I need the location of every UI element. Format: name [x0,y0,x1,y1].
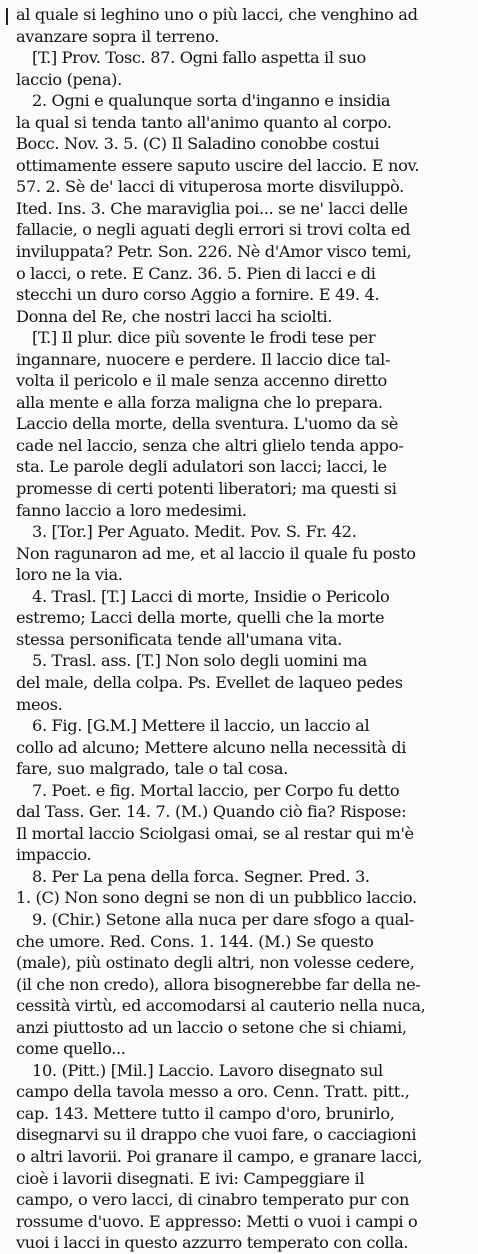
text-line: stessa personificata tende all'umana vita. [16,629,342,649]
text-line: [T.] Il plur. dice più sovente le frodi tese per [32,328,376,348]
text-line: fanno laccio a loro medesimi. [16,500,247,520]
text-line: disegnarvi su il drappo che vuoi fare, o cacciagioni [16,1125,417,1145]
text-line: meos. [16,694,63,714]
dictionary-entry-text [16,4,464,1254]
text-line: estremo; Lacci della morte, quelli che la morte [16,608,385,628]
text-line: 8. Per La pena della forca. Segner. Pred. 3. [32,866,370,886]
text-line: campo, o vero lacci, di cinabro temperato pur con [16,1190,410,1210]
text-line: che umore. Red. Cons. 1. 144. (M.) Se questo [16,931,374,951]
text-line: cade nel laccio, senza che altri glielo tenda appo- [16,435,404,455]
text-line: 1. (C) Non sono degni se non di un pubblico laccio. [16,888,417,908]
text-line: ingannare, nuocere e perdere. Il laccio dice tal- [16,349,391,369]
text-line: 57. 2. Sè de' lacci di vituperosa morte disviluppò. [16,177,404,197]
text-line: 10. (Pitt.) [Mil.] Laccio. Lavoro disegnato sul [32,1060,383,1080]
text-line: fare, suo malgrado, tale o tal cosa. [16,759,288,779]
text-line: stecchi un duro corso Aggio a fornire. E 49. 4. [16,285,380,305]
text-line: 6. Fig. [G.M.] Mettere il laccio, un laccio al [32,716,370,736]
text-line: o lacci, o rete. E Canz. 36. 5. Pien di lacci e di [16,263,376,283]
text-line: Laccio della morte, della sventura. L'uomo da sè [16,414,398,434]
text-line: laccio (pena). [16,69,122,89]
text-line: come quello... [16,1039,126,1059]
text-line: vuoi i lacci in questo azzurro temperato con colla. [16,1233,409,1253]
text-line: volta il pericolo e il male senza accenno diretto [16,371,387,391]
text-line: (il che non credo), allora bisognerebbe far della ne- [16,974,421,994]
text-line: anzi piuttosto ad un laccio o setone che si chiami, [16,1017,407,1037]
text-line: Il mortal laccio Sciolgasi omai, se al restar qui m'è [16,823,414,843]
text-line: Bocc. Nov. 3. 5. (C) Il Saladino conobbe costui [16,134,380,154]
text-line: 9. (Chir.) Setone alla nuca per dare sfogo a qual- [32,909,415,929]
margin-rule [6,8,8,25]
text-line: avanzare sopra il terreno. [16,26,220,46]
text-line: promesse di certi potenti liberatori; ma questi si [16,479,397,499]
text-line: collo ad alcuno; Mettere alcuno nella necessità di [16,737,407,757]
text-line: loro ne la via. [16,565,123,585]
text-line: 4. Trasl. [T.] Lacci di morte, Insidie o Pericolo [32,586,390,606]
text-line: campo della tavola messo a oro. Cenn. Tratt. pitt., [16,1082,410,1102]
text-line: [T.] Prov. Tosc. 87. Ogni fallo aspetta il suo [32,48,366,68]
text-line: fallacie, o negli aguati degli errori si trovi colta ed [16,220,411,240]
text-line: Donna del Re, che nostri lacci ha sciolti. [16,306,333,326]
text-line: (male), più ostinato degli altri, non volesse cedere, [16,953,415,973]
text-line: 3. [Tor.] Per Aguato. Medit. Pov. S. Fr. 42. [32,522,357,542]
text-line: al quale si leghino uno o più lacci, che venghino ad [16,5,418,24]
text-line: del male, della colpa. Ps. Evellet de laqueo pedes [16,672,403,692]
text-line: 5. Trasl. ass. [T.] Non solo degli uomini ma [32,651,367,671]
text-line: cioè i lavorii disegnati. E ivi: Campeggiare il [16,1168,365,1188]
text-line: inviluppata? Petr. Son. 226. Nè d'Amor visco temi, [16,242,412,262]
text-line: cessità virtù, ed accomodarsi al cauterio nella nuca, [16,996,426,1016]
text-line: impaccio. [16,845,92,865]
text-line: alla mente e alla forza maligna che lo prepara. [16,392,383,412]
text-line: Non ragunaron ad me, et al laccio il quale fu posto [16,543,416,563]
text-line: dal Tass. Ger. 14. 7. (M.) Quando ciò fia? Rispose: [16,802,407,822]
text-line: o altri lavorii. Poi granare il campo, e granare lacci, [16,1146,422,1166]
text-line: sta. Le parole degli adulatori son lacci; lacci, le [16,457,387,477]
text-line: la qual si tenda tanto all'animo quanto al corpo. [16,112,392,132]
text-line: 2. Ogni e qualunque sorta d'inganno e insidia [32,91,391,111]
text-line: 7. Poet. e fig. Mortal laccio, per Corpo fu detto [32,780,400,800]
text-line: cap. 143. Mettere tutto il campo d'oro, brunirlo, [16,1103,395,1123]
text-line: ottimamente essere saputo uscire del laccio. E nov. [16,155,420,175]
text-line: Ited. Ins. 3. Che maraviglia poi... se ne' lacci delle [16,198,408,218]
text-line: rossume d'uovo. E appresso: Metti o vuoi i campi o [16,1211,418,1231]
